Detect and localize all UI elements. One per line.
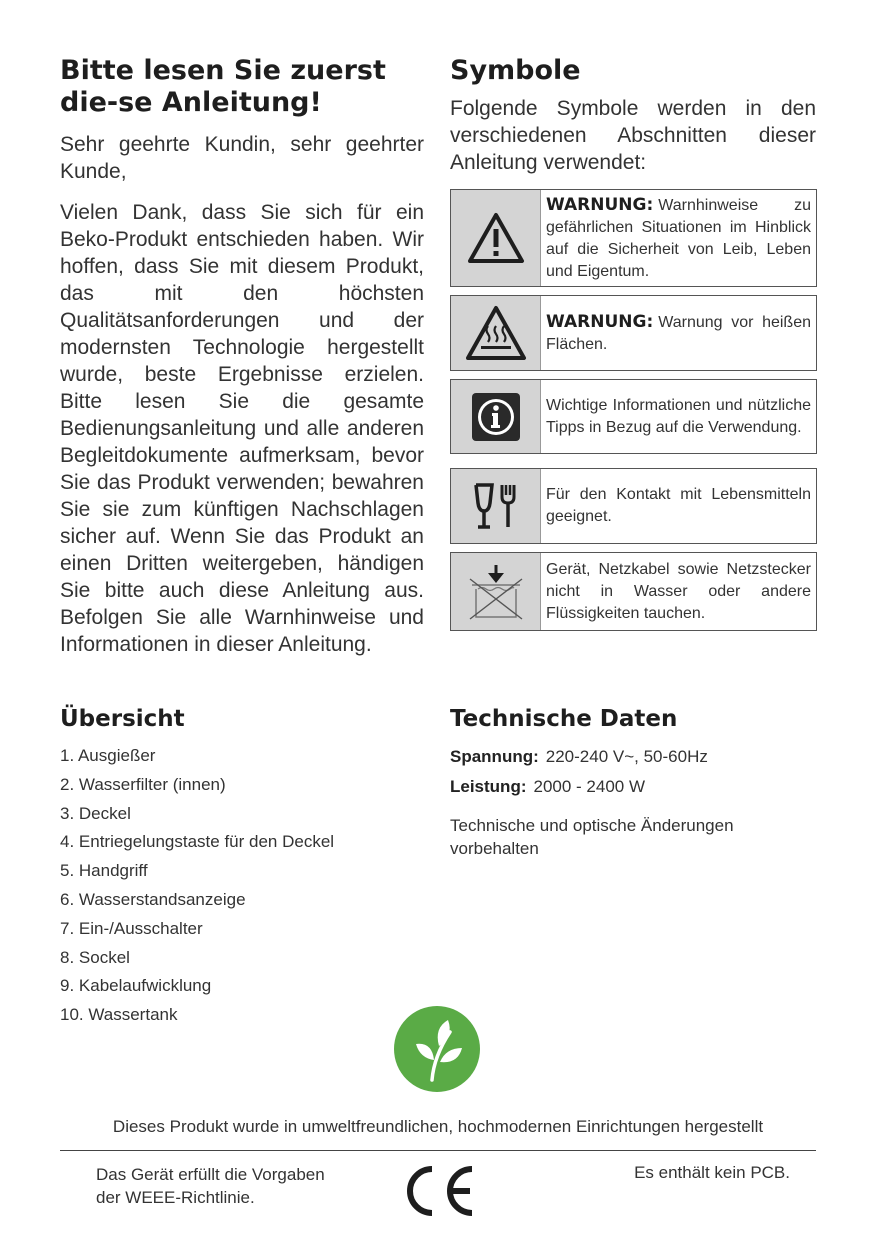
list-item: 4. Entriegelungstaste für den Deckel: [60, 832, 335, 852]
symbol-immersion-text: Gerät, Netzkabel sowie Netzstecker nicht in Wasser oder andere Flüssigkeiten tauchen.: [546, 560, 811, 622]
symbol-warning-text: Warnhinweise zu gefährlichen Situationen im Hinblick auf die Sicherheit von Leib, Leben und Eigentum.: [546, 196, 811, 280]
symbol-row-no-immersion: [450, 552, 817, 631]
symbols-section: [450, 55, 816, 176]
list-item: 9. Kabelaufwicklung: [60, 976, 212, 996]
voltage-value: 220-240 V~, 50-60Hz: [545, 747, 708, 766]
warning-triangle-icon: [451, 190, 541, 286]
symbol-info-text: Wichtige Informationen und nützliche Tipps in Bezug auf die Verwendung.: [546, 396, 811, 436]
list-item: 10. Wassertank: [60, 1005, 178, 1025]
intro-greeting: Sehr geehrte Kundin, sehr geehrter Kunde,: [60, 133, 424, 183]
parts-list: [60, 742, 400, 1030]
overview-heading: Übersicht: [60, 706, 185, 732]
footer-divider: [60, 1150, 816, 1151]
list-item: 1. Ausgießer: [60, 746, 156, 765]
symbol-hot-label: WARNUNG:: [546, 311, 654, 332]
voltage-label: Spannung:: [450, 747, 539, 766]
symbols-intro: Folgende Symbole werden in den verschiedenen Abschnitten dieser Anleitung verwendet:: [450, 97, 816, 174]
voltage-row: [450, 746, 815, 768]
symbol-row-food-safe: [450, 468, 817, 544]
ce-mark-icon: [398, 1161, 478, 1221]
intro-section: [60, 55, 424, 658]
intro-heading: Bitte lesen Sie zuerst die-se Anleitung!: [60, 55, 386, 118]
info-icon: [451, 380, 541, 453]
symbol-food-text: Für den Kontakt mit Lebensmitteln geeignet.: [546, 486, 811, 525]
list-item: 8. Sockel: [60, 947, 130, 967]
overview-section: [60, 706, 400, 1030]
pcb-note: Es enthält kein PCB.: [634, 1163, 790, 1182]
list-item: 3. Deckel: [60, 803, 131, 823]
list-item: 5. Handgriff: [60, 861, 148, 881]
list-item: 7. Ein-/Ausschalter: [60, 918, 203, 938]
symbol-row-hot-surface: [450, 295, 817, 371]
weee-note: Das Gerät erfüllt die Vorgaben der WEEE-Richtlinie.: [96, 1165, 325, 1207]
intro-body: Vielen Dank, dass Sie sich für ein Beko-Produkt entschieden haben. Wir hoffen, dass Sie mit diesem Produkt, das mit den höchsten Qualitätsanforderungen und der modernsten Technologie hergestellt wurde, beste Ergebnisse erzielen. Bitte lesen Sie die gesamte Bedienungsanleitung und alle anderen Begleitdokumente aufmerksam, bevor Sie das Produkt verwenden; bewahren Sie sie zum künftigen Nachschlagen sicher auf. Wenn Sie das Produkt an einen Dritten weitergeben, händigen Sie bitte auch diese Anleitung aus. Befolgen Sie alle Warnhinweise und Informationen in dieser Anleitung.: [60, 201, 424, 656]
list-item: 6. Wasserstandsanzeige: [60, 889, 246, 909]
symbol-warning-label: WARNUNG:: [546, 194, 654, 215]
list-item: 2. Wasserfilter (innen): [60, 774, 226, 794]
hot-surface-icon: [451, 296, 541, 370]
techdata-note: Technische und optische Änderungen vorbehalten: [450, 816, 734, 858]
food-safe-icon: [451, 469, 541, 543]
techdata-section: [450, 706, 815, 860]
symbol-row-warning: [450, 189, 817, 287]
power-value: 2000 - 2400 W: [533, 777, 646, 796]
eco-caption: Dieses Produkt wurde in umweltfreundlichen, hochmodernen Einrichtungen hergestellt: [112, 1117, 764, 1136]
techdata-heading: Technische Daten: [450, 706, 678, 732]
power-label: Leistung:: [450, 777, 527, 796]
symbol-hot-text: Warnung vor heißen Flächen.: [546, 313, 811, 353]
symbols-heading: Symbole: [450, 55, 581, 86]
no-immersion-icon: [451, 553, 541, 630]
symbol-row-info: [450, 379, 817, 454]
eco-leaf-icon: [394, 1006, 480, 1092]
power-row: [450, 776, 815, 798]
